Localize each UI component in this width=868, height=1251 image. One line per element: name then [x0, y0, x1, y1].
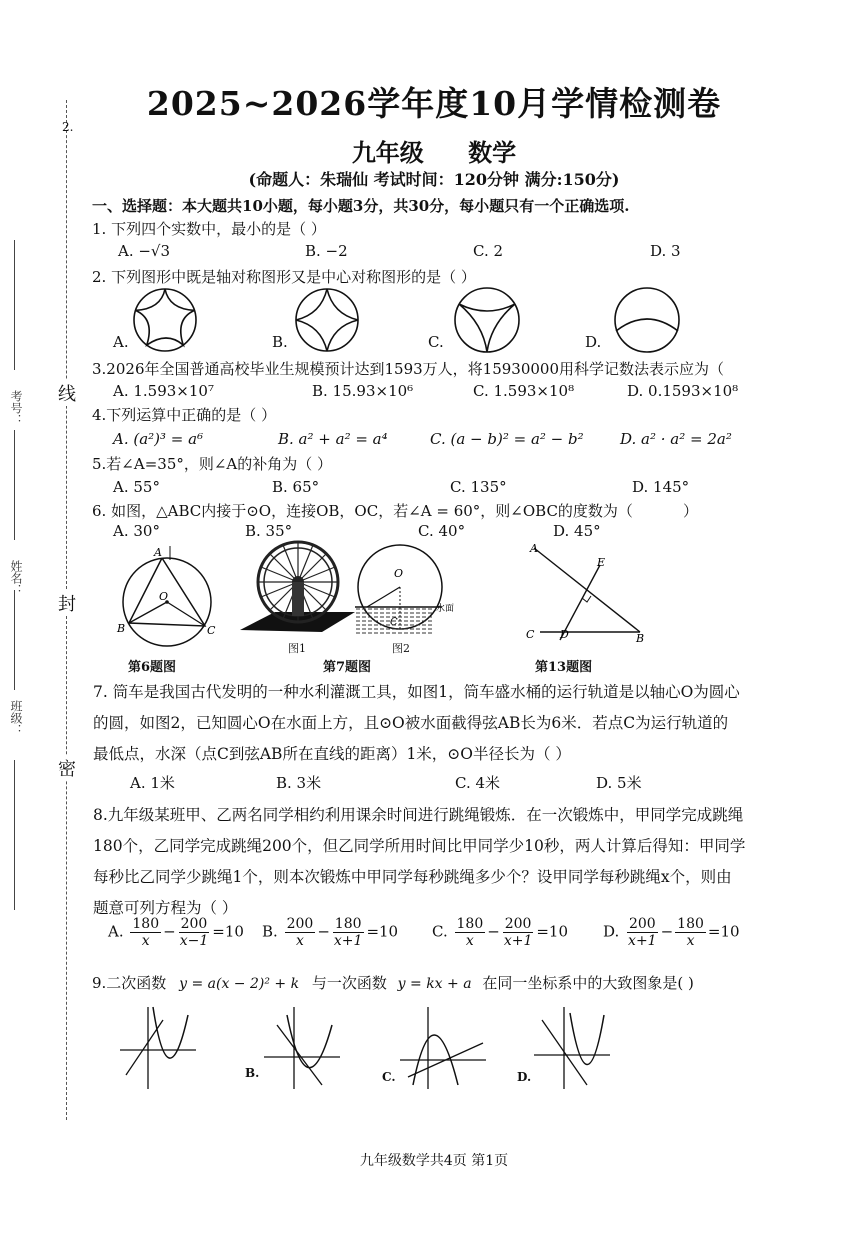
margin-label-exam-number: 考号：	[9, 390, 23, 426]
margin-label-class: 班级：	[9, 700, 23, 736]
q1-option-c: C. 2	[473, 242, 504, 260]
page-footer: 九年级数学共4页 第1页	[359, 1153, 509, 1169]
q9-formula-linear: y = kx + a	[397, 976, 472, 992]
q8-option-b-label: B.	[262, 922, 278, 941]
q2-stem: 2. 下列图形中既是轴对称图形又是中心对称图形的是（ ）	[92, 268, 476, 286]
q3-option-a: A. 1.593×10⁷	[113, 382, 214, 400]
q6-option-c: C. 40°	[418, 522, 466, 540]
figure-label-fig2: 图2	[392, 642, 410, 655]
q5-option-c: C. 135°	[450, 478, 507, 496]
q5-stem: 5.若∠A=35°，则∠A的补角为（ ）	[92, 455, 333, 473]
q3-option-c: C. 1.593×10⁸	[473, 382, 575, 400]
q8-c-fraction-2: $\frac{200}{x+1}$	[503, 916, 533, 949]
q8-d-fraction-1: $\frac{200}{x+1}$	[628, 916, 657, 949]
q8-option-d-label: D.	[603, 922, 620, 941]
fig7-label-c: C	[390, 617, 398, 628]
q5-option-d: D. 145°	[632, 478, 690, 496]
subject-label: 数学	[468, 138, 517, 167]
margin-seal-xian: 线	[58, 380, 76, 406]
q8-line-3: 每秒比乙同学少跳绳1个，则本次锻炼中甲同学每秒跳绳多少个？设甲同学每秒跳绳x个，则由	[93, 868, 732, 886]
q8-d-fraction-2: $\frac{180}{x}$	[677, 916, 704, 949]
q4-option-c: C. (a − b)² = a² − b²	[430, 430, 584, 448]
figure-label-fig1: 图1	[288, 642, 306, 655]
q3-option-b: B. 15.93×10⁶	[312, 382, 414, 400]
q8-b-fraction-2: $\frac{180}{x+1}$	[333, 916, 363, 949]
q9-stem-c: 在同一坐标系中的大致图象是( )	[482, 974, 694, 992]
q3-stem: 3.2026年全国普通高校毕业生规模预计达到1593万人，将15930000用科学记数法表示应为（	[92, 360, 725, 378]
margin-blank-line	[14, 240, 15, 370]
q2-option-a: A.	[113, 333, 129, 351]
fig13-label-a: A	[530, 542, 538, 555]
q8-option-c-label: C.	[432, 922, 448, 941]
q8-a-fraction-1: $\frac{180}{x}$	[132, 916, 160, 949]
exam-meta: (命题人：朱瑞仙 考试时间：120分钟 满分:150分)	[248, 170, 620, 189]
fig6-label-o: O	[159, 590, 169, 603]
margin-blank-line	[14, 430, 15, 540]
q9-option-d: D.	[517, 1070, 532, 1084]
q7-option-d: D. 5米	[596, 774, 642, 792]
margin-seal-mi: 密	[58, 755, 76, 781]
q2-figure-b	[287, 287, 367, 353]
figure-q7-circle-water	[350, 535, 465, 640]
fig7-label-o: O	[394, 567, 404, 580]
margin-seal-feng: 封	[58, 590, 76, 616]
q9-formula-quadratic: y = a(x − 2)² + k	[179, 976, 300, 992]
q4-stem: 4.下列运算中正确的是（ ）	[92, 406, 277, 424]
q2-option-d: D.	[585, 333, 602, 351]
q2-option-c: C.	[428, 333, 444, 351]
q8-option-a-label: A.	[108, 922, 124, 941]
q1-option-d: D. 3	[650, 242, 681, 260]
q2-figure-a	[125, 287, 205, 353]
q4-option-d: D. a² · a² = 2a²	[620, 430, 732, 448]
q9-option-b: B.	[245, 1066, 260, 1080]
q9-graph-b	[262, 1005, 342, 1090]
q5-option-b: B. 65°	[272, 478, 320, 496]
q7-option-a: A. 1米	[130, 774, 175, 792]
figure-q6-circle-triangle	[112, 540, 222, 655]
q8-option-b: B. $\frac{200}{x}$ − $\frac{180}{x+1}$ =10	[262, 916, 399, 949]
page-title: 2025~2026学年度10月学情检测卷	[146, 84, 722, 123]
q1-option-b: B. −2	[305, 242, 348, 260]
section-heading: 一、选择题：本大题共10小题，每小题3分，共30分，每小题只有一个正确选项.	[92, 197, 630, 215]
fig6-label-a: A	[154, 546, 162, 559]
q6-stem-text: 6. 如图，△ABC内接于⊙O，连接OB，OC，若∠A = 60°，则∠OBC的度数为（	[92, 502, 633, 520]
q6-option-a: A. 30°	[113, 522, 160, 540]
figure-q13-geometry	[522, 540, 652, 645]
margin-blank-line	[14, 590, 15, 690]
q9-stem	[92, 972, 694, 993]
q7-paragraph	[93, 677, 813, 770]
q2-option-b: B.	[272, 333, 288, 351]
q9-option-c: C.	[382, 1070, 396, 1084]
page-subtitle	[0, 133, 868, 168]
q7-line-3: 最低点，水深（点C到弦AB所在直线的距离）1米，⊙O半径长为（ ）	[93, 745, 571, 763]
q9-graph-c	[398, 1005, 488, 1090]
q9-stem-b: 与一次函数	[311, 974, 387, 992]
q6-option-b: B. 35°	[245, 522, 293, 540]
figure-caption-q13: 第13题图	[535, 660, 593, 675]
q7-line-2: 的圆，如图2，已知圆心O在水面上方，且⊙O被水面截得弦AB长为6米．若点C为运行轨道的	[93, 714, 729, 732]
q3-option-d: D. 0.1593×10⁸	[627, 382, 739, 400]
q4-option-b: B. a² + a² = a⁴	[278, 430, 388, 448]
q8-line-1: 8.九年级某班甲、乙两名同学相约利用课余时间进行跳绳锻炼．在一次锻炼中，甲同学完成跳绳	[93, 806, 744, 824]
fig13-label-d: D	[560, 628, 569, 641]
fig6-label-c: C	[207, 624, 216, 637]
grade-label: 九年级	[351, 138, 424, 167]
q8-c-fraction-1: $\frac{180}{x}$	[456, 916, 484, 949]
q8-b-fraction-1: $\frac{200}{x}$	[286, 916, 314, 949]
q8-line-2: 180个，乙同学完成跳绳200个，但乙同学所用时间比甲同学少10秒，两人计算后得知：甲同学	[93, 837, 746, 855]
figure-caption-q6: 第6题图	[128, 660, 177, 675]
q8-option-d: D. $\frac{200}{x+1}$ − $\frac{180}{x}$ =10	[603, 916, 740, 949]
figure-q7-water-wheel-photo	[240, 540, 355, 640]
q4-option-a: A. (a²)³ = a⁶	[113, 430, 204, 448]
q7-option-c: C. 4米	[455, 774, 501, 792]
q2-figure-c	[447, 284, 527, 354]
q6-stem-end: ）	[682, 502, 698, 520]
q1-option-a: A. −√3	[118, 242, 171, 260]
q7-option-b: B. 3米	[276, 774, 322, 792]
fig13-label-b: B	[636, 632, 645, 645]
q9-graph-a	[118, 1005, 198, 1090]
q8-option-a: A. $\frac{180}{x}$ − $\frac{200}{x-1}$ =10	[108, 916, 244, 949]
q8-option-c: C. $\frac{180}{x}$ − $\frac{200}{x+1}$ =10	[432, 916, 569, 949]
q6-option-d: D. 45°	[553, 522, 601, 540]
q6-stem	[92, 500, 698, 521]
q7-line-1: 7. 筒车是我国古代发明的一种水利灌溉工具，如图1，筒车盛水桶的运行轨道是以轴心O为圆心	[93, 683, 740, 701]
fig13-label-c: C	[526, 628, 535, 641]
q9-stem-a: 9.二次函数	[92, 974, 167, 992]
q9-graph-d	[532, 1005, 612, 1090]
q8-a-fraction-2: $\frac{200}{x-1}$	[179, 916, 209, 949]
q8-paragraph	[93, 800, 813, 924]
q5-option-a: A. 55°	[113, 478, 160, 496]
margin-mark-number: 2.	[62, 120, 74, 134]
fig13-label-e: E	[597, 556, 606, 569]
figure-caption-q7: 第7题图	[323, 660, 372, 675]
fig6-label-b: B	[117, 622, 126, 635]
margin-label-name: 姓名：	[9, 560, 23, 596]
fig7-water-label: 水面	[436, 604, 455, 614]
q8-line-4: 题意可列方程为（ ）	[93, 899, 238, 917]
q1-stem: 1. 下列四个实数中，最小的是（ ）	[92, 220, 326, 238]
margin-blank-line	[14, 760, 15, 910]
q2-figure-d	[607, 285, 687, 355]
